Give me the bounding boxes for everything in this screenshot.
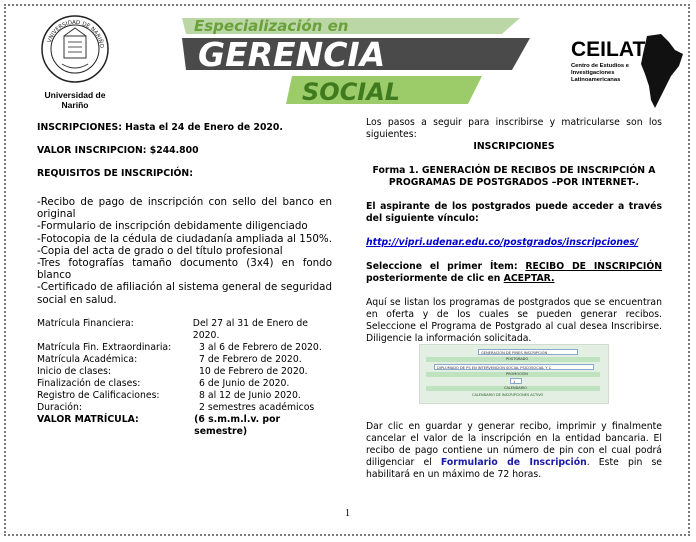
listado-text: Aquí se listan los programas de postgrados que se encuentran en oferta y de los cuales se pueden generar recibos. Seleccione el Programa de Postgrado al cual desea Inscribirse. Diligencie la información solicitada. <box>366 297 662 344</box>
requisito-item: -Recibo de pago de inscripción con sello del banco en original <box>37 196 332 221</box>
postgrado-label: POSTGRADO <box>506 357 529 361</box>
university-logo <box>30 14 120 110</box>
ceilat-subtitle: Centro de Estudios e Investigaciones Latinoamericanas <box>571 63 629 83</box>
date-value: 3 al 6 de Febrero de 2020. <box>199 341 322 353</box>
pin-type-select: GENERACIÓN DE PINES INSCRIPCIÓN <box>478 349 578 355</box>
final-text-post: . Este pin se habilitará en un máximo de 72 horas. <box>366 457 663 480</box>
forma-title: Forma 1. GENERACIÓN DE RECIBOS DE INSCRIPCIÓN A PROGRAMAS DE POSTGRADOS –POR INTERNET-. <box>372 165 656 188</box>
date-label: Matrícula Financiera: <box>37 317 134 329</box>
aspirante-text: El aspirante de los postgrados puede acceder a través del siguiente vínculo: <box>366 201 662 224</box>
program-banner <box>182 16 530 108</box>
date-row <box>37 390 332 402</box>
valor-matricula-row <box>37 414 332 438</box>
valor-inscripcion: VALOR INSCRIPCION: $244.800 <box>37 145 199 156</box>
date-row <box>37 342 332 354</box>
recibo-inscripcion-link[interactable]: RECIBO DE INSCRIPCIÓN <box>525 261 662 272</box>
date-row <box>37 402 332 414</box>
seleccione-text <box>366 261 662 285</box>
date-label: Inicio de clases: <box>37 365 112 377</box>
seleccione-pre: Seleccione el primer Ítem: <box>366 261 526 272</box>
date-value: 2 semestres académicos <box>199 401 315 413</box>
section-title: INSCRIPCIONES <box>473 141 555 152</box>
formulario-link[interactable]: Formulario de Inscripción <box>440 457 587 468</box>
date-label: Matrícula Académica: <box>37 353 138 365</box>
right-column <box>366 117 662 345</box>
ceilat-title: CEILAT <box>571 38 646 61</box>
date-row <box>37 354 332 366</box>
requisito-item: -Tres fotografías tamaño documento (3x4) en fondo blanco <box>37 257 332 282</box>
date-row <box>37 378 332 390</box>
date-value: Del 27 al 31 de Enero de 2020. <box>192 317 308 341</box>
form-screenshot <box>419 344 609 404</box>
date-label: Duración: <box>37 401 82 413</box>
requisito-item: -Copia del acta de grado o del título profesional <box>37 244 283 257</box>
steps-intro: Los pasos a seguir para inscribirse y matricularse son los siguientes: <box>366 117 662 140</box>
requisito-item: -Formulario de inscripción debidamente diligenciado <box>37 220 308 233</box>
date-row <box>37 318 332 342</box>
date-value: 7 de Febrero de 2020. <box>199 353 302 365</box>
date-value: 8 al 12 de Junio 2020. <box>199 389 301 401</box>
aceptar-link[interactable]: ACEPTAR. <box>503 273 555 284</box>
page-number: 1 <box>345 508 350 519</box>
university-caption: Universidad de Nariño <box>44 90 106 110</box>
promocion-label: PROMOCION <box>506 372 528 376</box>
date-row <box>37 366 332 378</box>
banner-line3: SOCIAL <box>302 78 401 106</box>
inscripciones-link[interactable]: http://vipri.udenar.edu.co/postgrados/inscripciones/ <box>366 237 639 248</box>
inscripciones-deadline: INSCRIPCIONES: Hasta el 24 de Enero de 2020. <box>37 122 283 133</box>
ceilat-logo <box>565 30 685 110</box>
date-value: 6 de Junio de 2020. <box>199 377 290 389</box>
date-label: Matrícula Fin. Extraordinaria: <box>37 341 172 353</box>
banner-line1: Especialización en <box>194 17 349 35</box>
requisito-item: -Fotocopia de la cédula de ciudadanía ampliada al 150%. <box>37 232 332 245</box>
university-seal-icon <box>40 14 110 84</box>
final-paragraph-block <box>366 421 662 481</box>
requisitos-title: REQUISITOS DE INSCRIPCIÓN: <box>37 168 193 179</box>
date-label: Registro de Calificaciones: <box>37 389 160 401</box>
requisito-item: -Certificado de afiliación al sistema general de seguridad social en salud. <box>37 281 332 306</box>
calendar-table <box>37 318 332 438</box>
calendario-label: CALENDARIO <box>504 386 527 390</box>
seleccione-mid: posteriormente de clic en <box>366 273 504 284</box>
valor-matricula-label: VALOR MATRÍCULA: <box>37 413 139 425</box>
seal-text: VNIVERSIDAD DE NARIÑO <box>46 19 105 49</box>
date-label: Finalización de clases: <box>37 377 141 389</box>
promocion-select: 1 <box>510 378 522 384</box>
final-text-pre: Dar clic en guardar y generar recibo, imprimir y finalmente cancelar el valor de la inscripción en la entidad bancaria. El recibo de pago contiene un número de pin con el cual podrá diligenciar el <box>366 421 662 468</box>
date-value: 10 de Febrero de 2020. <box>199 365 308 377</box>
final-paragraph <box>366 421 662 481</box>
requisitos-list <box>37 196 332 306</box>
calendario-caption: CALENDARIO DE INSCRIPCIONES ACTIVO <box>472 393 544 397</box>
valor-matricula-value: (6 s.m.m.l.v. por semestre) <box>194 413 281 437</box>
left-column <box>37 122 332 438</box>
postgrado-select: DIPLOMADO DE PS EN INTERVENCIÓN SOCIAL PSICOSOCIAL Y C <box>434 364 594 370</box>
banner-line2: GERENCIA <box>198 35 386 74</box>
